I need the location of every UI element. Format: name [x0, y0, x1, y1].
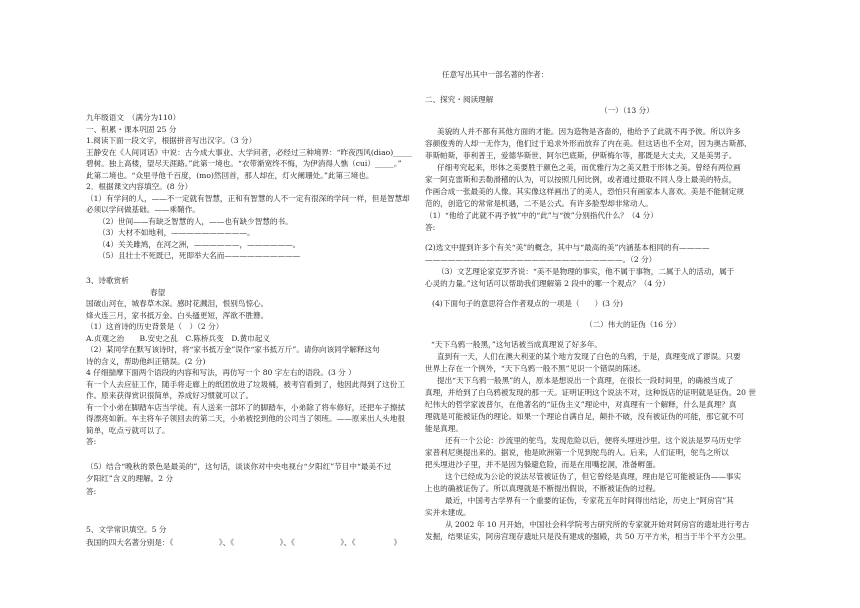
- reading-2-line: 实并未建成。: [425, 508, 471, 517]
- reading-1-line: 容颜俊秀的人却一无作为，他们过于追求外形而放弃了内在美。但这话也不全对，因为奥古斯都、: [425, 139, 752, 148]
- section-2-heading: 二、探究・阅读理解: [425, 95, 494, 104]
- reading-2-line: 家普利尼奥提出来的。据说，他是欧洲第一个见到鸵鸟的人。后来，人们证明，鸵鸟之所以: [425, 448, 729, 457]
- poem-question: 诗的含义，帮助他纠正错误。(2 分): [86, 357, 206, 366]
- q2-item: （4）关关雎鸠，在河之洲，——————，——————。: [98, 240, 301, 249]
- q1-text-line: 碧树。独上高楼，望尽天涯路。”此第一境也。“衣带渐宽终不悔，为伊消得人憔（cui）_____。”: [86, 159, 402, 168]
- poem-line: 国破山河在，城春草木深。感时花溅泪，恨别鸟惊心。: [86, 299, 269, 308]
- part-2-heading: （二）伟大的证伪（16 分）: [585, 320, 681, 329]
- reading-1-line: 菲斯帕斯，菲利普王，爱德华斯世、阿尔巴底斯，伊斯梅尔等，都既是大丈夫，又是美男子。: [425, 151, 737, 160]
- q5-text-line: 夕阳红”含义的理解。2 分: [86, 474, 174, 483]
- reading-1-question: （1）“他给了此就不再予彼”中的“此”与“彼”分别指代什么？（4 分）: [425, 211, 658, 220]
- reading-1-line: 家一阿克雷斯和丢勒滑稽的认为，可以按照几何比例，或者通过摄取不同人身上最美的特点，: [425, 175, 737, 184]
- q1-text-line: 王静安在《人间词话》中说：古今成大事业、大学问者，必经过三种境界：“昨夜西风(diao)_____: [86, 148, 413, 157]
- reading-2-line: “天下乌鸦一般黑，”这句话被当成真理说了好多年。: [431, 340, 603, 349]
- q2-item: （5）且壮士不死既已，死即举大名而——————————: [98, 251, 301, 260]
- q2-item: （2）世间——有缺乏智慧的人，——也有缺少智慧的书。: [98, 217, 293, 226]
- reading-1-question: (4)下面句子的意思符合作者观点的一项是（ ）(3 分): [432, 299, 623, 308]
- reading-2-line: 发掘，结果证实，阿房宫现存遗址只是没有建成的强殿，共 50 万平方米，相当于半个平方公里。: [425, 532, 751, 541]
- q4-text-line: 有一个人去应征工作，随手将走廊上的纸团放进了垃圾桶，被考官看到了，他因此得到了这份工: [86, 380, 405, 389]
- q2-heading: 2．根据课文内容填空。(8 分）: [86, 182, 193, 191]
- reading-2-line: 纪伟大的哲学家波普尔，在他著名的“证伪主义”理论中，对真理有一个解释，什么是真理？真: [425, 400, 737, 409]
- q5-heading: （5）结合“晚秋的景色是最美的”，这句话，谈谈你对中央电视台“夕阳红”节目中“最美不过: [86, 462, 392, 471]
- reading-1-question: 心灵的力量。”这句话可以帮助我们理解第 2 段中的哪一个观点？（4 分）: [425, 279, 670, 288]
- reading-2-line: 真理，并给到了白乌鸦被发现的那一天。证明证明这个说法不对，这种饭店的证明就是证伪。20 世: [425, 388, 757, 397]
- answer-label: 答:: [86, 487, 97, 496]
- q4-text-line: 作。原来获得赏识很简单，养成好习惯就可以了。: [86, 391, 254, 400]
- reading-2-line: 提出“天下乌鸦一般黑”的人，原本是想说出一个真理，在很长一段时间里，的确被当成了: [437, 376, 734, 385]
- reading-2-line: 这个已经成为公论的说法尽管被证伪了，但它曾经是真理，理由是它可能被证伪——事实: [445, 472, 742, 481]
- q1-heading: 1.阅读下面一段文字，根据拼音写出汉字。（3 分）: [86, 136, 257, 145]
- reading-1-line: 美貌的人并不都有其他方面的才能。因为造物是吝啬的，他给予了此就不再予彼。所以许多: [437, 127, 741, 136]
- reading-2-line: 最近，中国考古学界有一个重要的证伪，专家花五年时间得出结论，历史上“阿房宫”其: [445, 496, 734, 505]
- reading-2-line: 理就是可能被证伪的理论。如果一个理论自满自足，颠扑不破，没有被证伪的可能，那它就不可: [425, 412, 744, 421]
- reading-2-line: 世界上存在一个例外，“天下乌鸦一般不黑”见识一个错误的陈述。: [425, 364, 646, 373]
- q4-heading: 4 仔细揣摩下面两个语段的内容和写法，再仿写一个 80 字左右的语段。(3 分 ）: [86, 368, 356, 377]
- reading-1-line: 范的，创造它的常常是机遇，二不是公式。有许多脸型却非常动人。: [425, 199, 653, 208]
- part-1-heading: （一）（13 分）: [600, 106, 654, 115]
- q1-text-line: 此第二境也。“众里寻他千百度，(mo)然回首，那人却在，灯火阑珊处。”此第三境也。: [86, 171, 374, 180]
- reading-2-line: 能是真理。: [425, 424, 463, 433]
- reading-1-question: ——————————————————————————。（2 分）: [425, 255, 657, 264]
- exam-title: 九年级语文 （满分为110）: [86, 113, 181, 122]
- reading-2-line: 上也的确被证伪了。所以真理就是不断提出假说，不断被证伪的过程。: [425, 484, 661, 493]
- q4-text-line: 得漂亮如新。车主将车子领回去的第二天，小弟被挖到他的公司当了领班。——原来出人头地很: [86, 414, 405, 423]
- section-3-heading: 3、诗歌赏析: [86, 276, 129, 285]
- reading-2-line: 从 2002 年 10 月开始，中国社会科学院考古研究所的专家就开始对阿房宫的遗址进行考古: [445, 520, 750, 529]
- reading-1-question: (2)选文中提到许多个有关“美”的概念，其中与“最高的美”内涵基本相同的有————: [425, 243, 710, 252]
- poem-title: 春望: [150, 288, 166, 297]
- section-5-question: 我国的四大名著分别是：《 》、《 》、《 》、《 》: [86, 538, 402, 547]
- poem-options: A.贞观之治 B.安史之乱 C.陈桥兵变 D.黄巾起义: [86, 334, 270, 343]
- section-1-heading: 一、积累・课本巩固 25 分: [86, 125, 177, 134]
- answer-label: 答:: [86, 437, 97, 446]
- q2-item: （3）大材不如地利，——————————。: [98, 228, 255, 237]
- q2-item: 必须以学问做基础。——乘鞘作。: [86, 205, 200, 214]
- author-prompt: 任意写出其中一部名著的作者：: [442, 70, 549, 79]
- reading-2-line: 把头埋进沙子里，并不是因为躲避危险，而是在用嘴挖洞，准备孵蛋。: [425, 460, 661, 469]
- poem-question: （1）这首诗的历史背景是（ ）（2 分）: [86, 322, 224, 331]
- reading-1-question: （3）文艺理论家克罗齐说：“美不是物理的事实，他不属于事物，二属于人的活动，属于: [437, 267, 735, 276]
- poem-question: （2）某同学在默写该诗时，将“家书抵万金”误作“家书抵万斤”。请你向该同学解释这句: [86, 345, 380, 354]
- reading-1-line: 仔细考究起来，形体之美要胜于颜色之美，而优雅行为之美又胜于形体之美。曾经有两位画: [437, 163, 741, 172]
- q4-text-line: 有一个小弟在脚踏车店当学徒。有人送来一部坏了的脚踏车，小弟除了将车修好，还把车子擦拭: [86, 403, 405, 412]
- poem-line: 烽火连三月，家书抵万金。白头搔更短，浑欲不胜簪。: [86, 311, 269, 320]
- reading-1-line: 作画合成一张最美的人像。其实像这样画出了的美人，恐怕只有画家本人喜欢。美是不能制定规: [425, 187, 744, 196]
- q4-text-line: 简单，吃点亏就可以了。: [86, 426, 170, 435]
- q2-item: （1）有学问的人，——不一定就有智慧，正和有智慧的人不一定有很深的学问一样，但是智慧却: [86, 194, 410, 203]
- reading-2-line: 直到有一天，人们在澳大利亚的某个地方发现了白色的乌鸦，于是，真理变成了谬误。只要: [437, 352, 741, 361]
- answer-label: 答:: [425, 223, 436, 232]
- section-5-heading: 5、文学常识填空。5 分: [86, 525, 167, 534]
- reading-2-line: 还有一个公论：沙流里的鸵鸟，发现危险以后，便将头埋进沙里。这个说法是罗马历史学: [445, 436, 742, 445]
